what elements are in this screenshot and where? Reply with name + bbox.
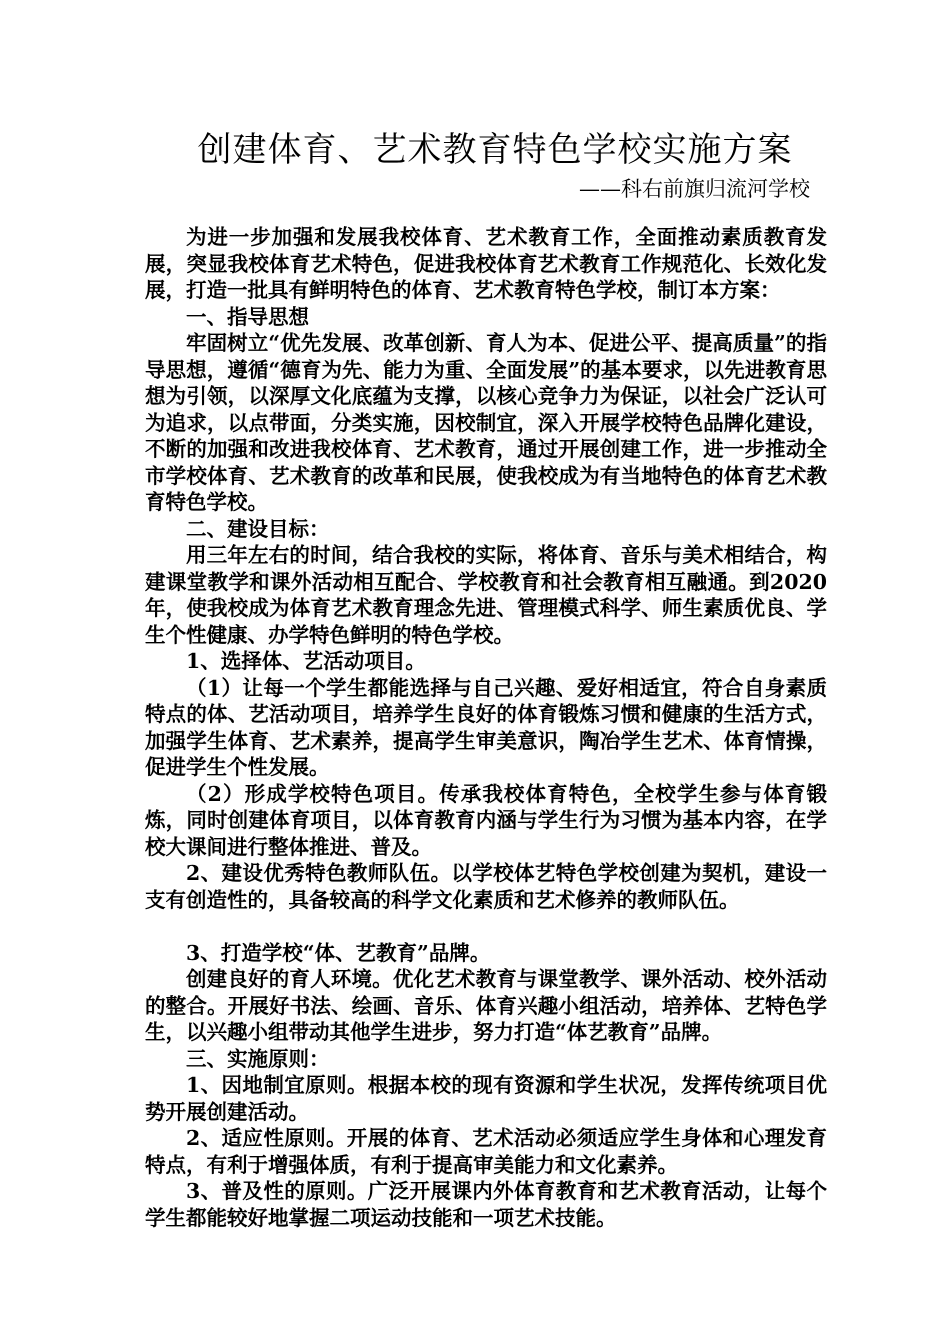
paragraph-principle-3: 3、普及性的原则。广泛开展课内外体育教育和艺术教育活动，让每个学生都能较好地掌握二项运动技能和一项艺术技能。: [145, 1179, 827, 1230]
document-title: 创建体育、艺术教育特色学校实施方案: [197, 130, 793, 170]
heading-construction-goals: 二、建设目标：: [186, 516, 330, 541]
heading-principles: 三、实施原则：: [186, 1046, 330, 1071]
document-subtitle: ——科右前旗归流河学校: [579, 177, 810, 201]
heading-guiding-ideology: 一、指导思想: [186, 304, 309, 329]
subheading-select-activities: 1、选择体、艺活动项目。: [186, 649, 426, 673]
paragraph-teacher-team: 2、建设优秀特色教师队伍。以学校体艺特色学校创建为契机，建设一支有创造性的，具备较高的科学文化素质和艺术修养的教师队伍。: [145, 861, 827, 912]
paragraph-item-1: （1）让每一个学生都能选择与自己兴趣、爱好相适宜，符合自身素质特点的体、艺活动项目，培养学生良好的体育锻炼习惯和健康的生活方式，加强学生体育、艺术素养，提高学生审美意识，陶冶学生艺术、体育情操，促进学生个性发展。: [145, 675, 827, 779]
paragraph-principle-1: 1、因地制宜原则。根据本校的现有资源和学生状况，发挥传统项目优势开展创建活动。: [145, 1073, 827, 1124]
paragraph-brand: 创建良好的育人环境。优化艺术教育与课堂教学、课外活动、校外活动的整合。开展好书法、绘画、音乐、体育兴趣小组活动，培养体、艺特色学生，以兴趣小组带动其他学生进步，努力打造“体艺教育”品牌。: [145, 967, 827, 1044]
paragraph-construction-goals: 用三年左右的时间，结合我校的实际，将体育、音乐与美术相结合，构建课堂教学和课外活动相互配合、学校教育和社会教育相互融通。到2020年，使我校成为体育艺术教育理念先进、管理模式科学、师生素质优良、学生个性健康、办学特色鲜明的特色学校。: [145, 543, 827, 647]
paragraph-intro: 为进一步加强和发展我校体育、艺术教育工作，全面推动素质教育发展，突显我校体育艺术特色，促进我校体育艺术教育工作规范化、长效化发展，打造一批具有鲜明特色的体育、艺术教育特色学校，制订本方案：: [145, 225, 827, 302]
document-body: [145, 224, 827, 1231]
paragraph-guiding-ideology: 牢固树立“优先发展、改革创新、育人为本、促进公平、提高质量”的指导思想，遵循“德育为先、能力为重、全面发展”的基本要求，以先进教育思想为引领，以深厚文化底蕴为支撑，以核心竞争力为保证，以社会广泛认可为追求，以点带面，分类实施，因校制宜，深入开展学校特色品牌化建设，不断的加强和改进我校体育、艺术教育，通过开展创建工作，进一步推动全市学校体育、艺术教育的改革和民展，使我校成为有当地特色的体育艺术教育特色学校。: [145, 331, 827, 514]
paragraph-item-2: （2）形成学校特色项目。传承我校体育特色，全校学生参与体育锻炼，同时创建体育项目，以体育教育内涵与学生行为习惯为基本内容，在学校大课间进行整体推进、普及。: [145, 781, 827, 859]
subheading-brand: 3、打造学校“体、艺教育”品牌。: [186, 940, 491, 965]
blank-line: [145, 913, 827, 940]
paragraph-principle-2: 2、适应性原则。开展的体育、艺术活动必须适应学生身体和心理发育特点，有利于增强体质，有利于提高审美能力和文化素养。: [145, 1126, 827, 1177]
